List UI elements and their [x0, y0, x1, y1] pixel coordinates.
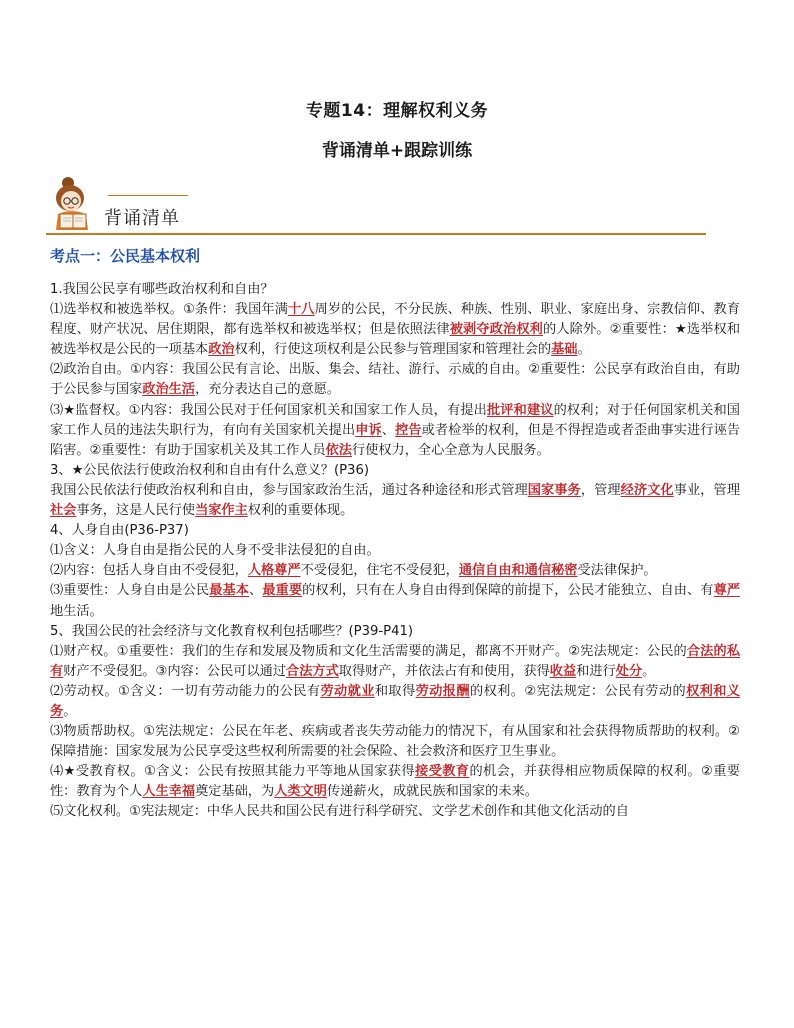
keyword-highlight: 收益: [549, 663, 577, 679]
paragraph: [50, 360, 740, 400]
paragraph: ⑸文化权利。①宪法规定：中华人民共和国公民有进行科学研究、文学艺术创作和其他文化活动的自: [50, 804, 629, 820]
keyword-highlight: 尊严: [713, 583, 741, 599]
text-run: 财产不受侵犯。③内容：公民可以通过: [63, 663, 287, 679]
paragraph: 4、人身自由(P36-P37): [50, 523, 189, 539]
text-run: 传递薪火，成就民族和国家的未来。: [326, 784, 538, 800]
text-run: 、: [249, 583, 263, 599]
keyword-highlight: 合法的私有: [50, 643, 741, 679]
paragraph: 1.我国公民享有哪些政治权利和自由？: [50, 282, 274, 297]
text-run: 的权利。②宪法规定：公民有劳动的: [469, 683, 687, 699]
text-run: ⑷★受教育权。①含义：公民有按照其能力平等地从国家获得: [50, 764, 415, 780]
text-run: ⑴财产权。①重要性：我们的生存和发展及物质和文化生活需要的满足，都离不开财产。②宪法规定：公民的: [50, 643, 687, 659]
text-run: 和进行: [576, 663, 616, 679]
keyword-highlight: 十八: [288, 302, 315, 318]
content-body: [50, 280, 740, 823]
keyword-highlight: 政治: [208, 342, 235, 358]
paragraph: ⑶物质帮助权。①宪法规定：公民在年老、疾病或者丧失劳动能力的情况下，有从国家和社会获得物质帮助的权利。②保障措施：国家发展为公民享受这些权利所需要的社会保险、社会救济和医疗卫生事业。: [50, 724, 740, 760]
text-run: 我国公民依法行使政治权利和自由，参与国家政治生活，通过各种途径和形式管理: [50, 482, 528, 498]
text-run: 取得财产，并依法占有和使用，获得: [338, 663, 550, 679]
text-run: 权利，行使这项权利是公民参与管理国家和管理社会的: [234, 342, 552, 358]
section-heading: 考点一：公民基本权利: [50, 247, 201, 265]
text-run: 奠定基础，为: [195, 784, 275, 800]
text-run: 行使权力，全心全意为人民服务。: [351, 442, 550, 458]
text-run: ，充分表达自己的意愿。: [195, 382, 341, 398]
text-run: 受法律保护。: [577, 563, 657, 579]
keyword-highlight: 劳动就业: [320, 683, 375, 699]
keyword-highlight: 被剥夺政治权利: [449, 322, 544, 338]
text-run: ⑵劳动权。①含义：一切有劳动能力的公民有: [50, 683, 321, 699]
banner-divider: [46, 233, 706, 235]
paragraph: 3、★公民依法行使政治权利和自由有什么意义？(P36): [50, 462, 369, 478]
text-run: 周岁的公民，不分民族、种族、性别、职业、家庭出身、宗教信仰、教育程度、财产状况、居住期限，都有选举权和被选举权；但是依照法律: [50, 302, 741, 338]
keyword-highlight: 当家作主: [195, 503, 248, 519]
paragraph: [50, 642, 740, 682]
text-run: 事务，这是人民行使: [76, 503, 196, 519]
keyword-highlight: 依法: [325, 442, 352, 458]
keyword-highlight: 通信自由和通信秘密: [458, 563, 578, 579]
text-run: 或者检举的权利，但是不得捏造或者歪曲事实进行诬告陷害。②重要性：有助于国家机关及其工作人员: [50, 422, 741, 458]
keyword-highlight: 人生幸福: [142, 784, 196, 800]
text-run: 。: [577, 342, 591, 358]
keyword-highlight: 人类文明: [274, 784, 327, 800]
keyword-highlight: 申诉: [355, 422, 382, 438]
text-run: ⑶★监督权。①内容：我国公民对于任何国家机关和国家工作人员，有提出: [50, 402, 487, 418]
keyword-highlight: 国家事务: [527, 482, 581, 498]
text-run: 的人除外。②重要性：★选举权和被选举权是公民的一项基本: [50, 322, 741, 358]
keyword-highlight: 权利和义务: [50, 683, 741, 719]
keyword-highlight: 基础: [551, 342, 578, 358]
keyword-highlight: 人格尊严: [247, 563, 301, 579]
keyword-highlight: 劳动报酬: [415, 683, 470, 699]
keyword-highlight: 接受教育: [414, 764, 470, 780]
paragraph: [50, 401, 740, 461]
banner-divider-top: [108, 195, 188, 196]
keyword-highlight: 合法方式: [286, 663, 339, 679]
reading-girl-icon: [48, 174, 102, 230]
keyword-highlight: 批评和建议: [486, 402, 554, 418]
keyword-highlight: 最基本: [209, 583, 250, 599]
keyword-highlight: 处分: [615, 663, 643, 679]
text-run: 。: [63, 703, 77, 719]
text-run: 的权利；对于任何国家机关和国家工作人员的违法失职行为，有向有关国家机关提出: [50, 402, 740, 438]
text-run: ⑴选举权和被选举权。①条件：我国年满: [50, 302, 288, 318]
paragraph: ⑴含义：人身自由是指公民的人身不受非法侵犯的自由。: [50, 543, 380, 559]
keyword-highlight: 经济文化: [620, 482, 674, 498]
text-run: ⑵政治自由。①内容：我国公民有言论、出版、集会、结社、游行、示威的自由。②重要性：公民享有政治自由，有助于公民参与国家: [50, 362, 740, 398]
text-run: 、: [381, 422, 396, 438]
text-run: 的机会，并获得相应物质保障的权利。②重要性：教育为个人: [50, 764, 740, 800]
keyword-highlight: 政治生活: [142, 382, 196, 398]
text-run: 和取得: [374, 683, 416, 699]
text-run: 事业，管理: [673, 482, 741, 498]
text-run: 。: [642, 663, 656, 679]
keyword-highlight: 控告: [395, 422, 422, 438]
paragraph: [50, 300, 740, 360]
text-run: ⑵内容：包括人身自由不受侵犯，: [50, 563, 248, 579]
paragraph: 5、我国公民的社会经济与文化教育权利包括哪些？(P39-P41): [50, 623, 414, 639]
paragraph: [50, 682, 740, 722]
keyword-highlight: 社会: [50, 503, 77, 519]
paragraph: [50, 762, 740, 802]
text-run: ，管理: [580, 482, 621, 498]
paragraph: [50, 561, 740, 581]
text-run: 地生活。: [50, 603, 103, 619]
paragraph: [50, 581, 740, 621]
banner-label: 背诵清单: [104, 208, 180, 229]
text-run: ⑶重要性：人身自由是公民: [50, 583, 210, 599]
paragraph: [50, 481, 740, 521]
text-run: 的权利，只有在人身自由得到保障的前提下，公民才能独立、自由、有: [302, 583, 714, 599]
page-subtitle: 背诵清单+跟踪训练: [321, 141, 473, 161]
keyword-highlight: 最重要: [262, 583, 303, 599]
page-title: 专题14：理解权利义务: [305, 101, 489, 121]
text-run: 不受侵犯，住宅不受侵犯，: [300, 563, 459, 579]
text-run: 权利的重要体现。: [247, 503, 354, 519]
